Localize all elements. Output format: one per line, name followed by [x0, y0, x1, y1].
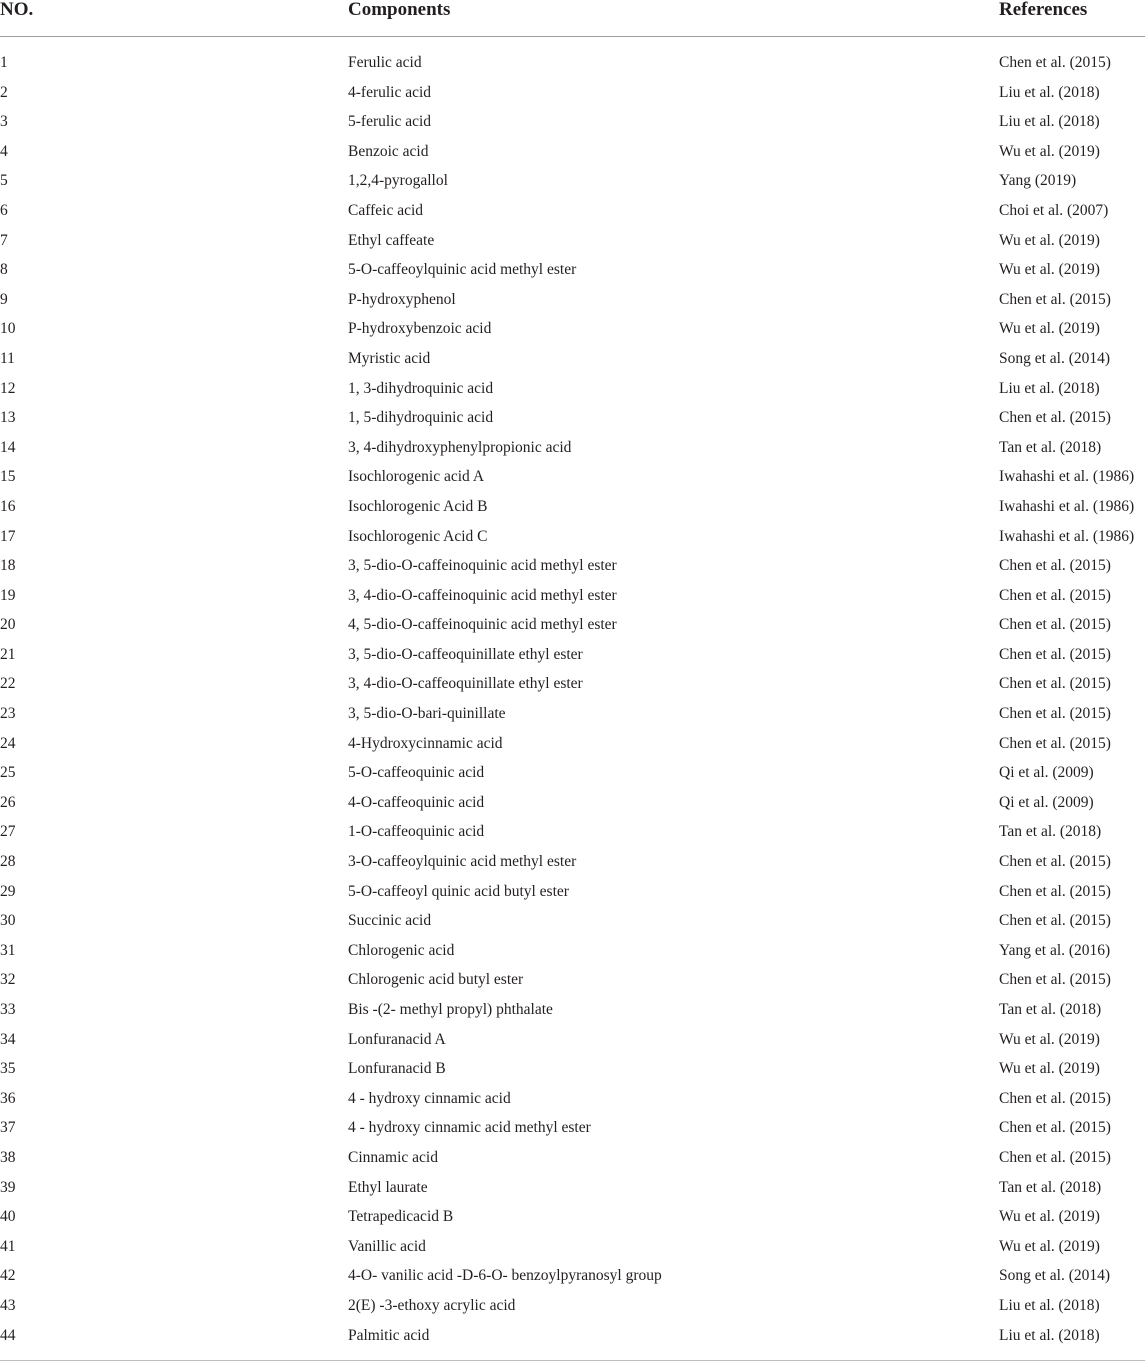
cell-reference: Yang et al. (2016) — [999, 941, 1111, 959]
cell-no: 9 — [0, 290, 8, 308]
cell-component: 3, 4-dio-O-caffeinoquinic acid methyl ester — [348, 586, 617, 604]
cell-no: 1 — [0, 54, 8, 71]
cell-no: 7 — [0, 231, 8, 249]
cell-reference: Chen et al. (2015) — [999, 586, 1111, 604]
table-row — [0, 878, 1145, 908]
table-row — [0, 730, 1145, 760]
cell-reference: Chen et al. (2015) — [999, 1089, 1111, 1107]
table-header — [0, 0, 1145, 37]
cell-reference: Wu et al. (2019) — [999, 1208, 1100, 1226]
table-row — [0, 1174, 1145, 1204]
table-row — [0, 996, 1145, 1026]
cell-no: 8 — [0, 261, 8, 279]
cell-reference: Qi et al. (2009) — [999, 764, 1094, 782]
cell-component: 4 - hydroxy cinnamic acid methyl ester — [348, 1119, 591, 1137]
table-row — [0, 286, 1145, 316]
cell-component: Ferulic acid — [348, 54, 422, 71]
cell-reference: Chen et al. (2015) — [999, 409, 1111, 427]
table-row — [0, 404, 1145, 434]
cell-no: 44 — [0, 1326, 16, 1344]
table-row — [0, 315, 1145, 345]
cell-no: 34 — [0, 1030, 16, 1048]
table-row — [0, 818, 1145, 848]
cell-component: Lonfuranacid A — [348, 1030, 446, 1048]
table-row — [0, 434, 1145, 464]
cell-no: 21 — [0, 645, 16, 663]
cell-reference: Chen et al. (2015) — [999, 971, 1111, 989]
cell-component: Isochlorogenic acid A — [348, 468, 485, 486]
table-row — [0, 552, 1145, 582]
cell-no: 5 — [0, 172, 8, 190]
table-row — [0, 611, 1145, 641]
cell-reference: Liu et al. (2018) — [999, 379, 1100, 397]
table-row — [0, 700, 1145, 730]
table-row — [0, 1322, 1145, 1352]
cell-no: 33 — [0, 1001, 16, 1018]
cell-component: 4 - hydroxy cinnamic acid — [348, 1089, 511, 1107]
table-row — [0, 907, 1145, 937]
table-row — [0, 463, 1145, 493]
cell-component: Succinic acid — [348, 912, 432, 930]
cell-reference: Choi et al. (2007) — [999, 201, 1109, 219]
table-row — [0, 937, 1145, 967]
cell-component: Lonfuranacid B — [348, 1060, 446, 1078]
table-row — [0, 256, 1145, 286]
cell-reference: Chen et al. (2015) — [999, 882, 1111, 900]
cell-reference: Chen et al. (2015) — [999, 616, 1111, 634]
cell-no: 37 — [0, 1119, 16, 1137]
table-row — [0, 1114, 1145, 1144]
cell-no: 11 — [0, 349, 15, 367]
table-row — [0, 1292, 1145, 1322]
cell-no: 14 — [0, 438, 16, 456]
cell-reference: Song et al. (2014) — [999, 349, 1111, 367]
table-row — [0, 108, 1145, 138]
cell-component: 3, 4-dihydroxyphenylpropionic acid — [348, 438, 572, 456]
cell-component: 1, 5-dihydroquinic acid — [348, 409, 494, 427]
cell-reference: Liu et al. (2018) — [999, 1296, 1100, 1314]
cell-reference: Chen et al. (2015) — [999, 645, 1111, 663]
cell-reference: Chen et al. (2015) — [999, 290, 1111, 308]
cell-no: 43 — [0, 1296, 16, 1314]
cell-reference: Song et al. (2014) — [999, 1267, 1111, 1285]
cell-reference: Iwahashi et al. (1986) — [999, 497, 1135, 515]
cell-no: 42 — [0, 1267, 16, 1285]
cell-component: 3, 5-dio-O-caffeoquinillate ethyl ester — [348, 645, 583, 663]
cell-no: 32 — [0, 971, 16, 989]
cell-component: 5-O-caffeoylquinic acid methyl ester — [348, 261, 577, 279]
cell-no: 20 — [0, 616, 16, 634]
table-row — [0, 1026, 1145, 1056]
cell-reference: Liu et al. (2018) — [999, 83, 1100, 101]
cell-no: 27 — [0, 823, 16, 841]
cell-component: 3, 4-dio-O-caffeoquinillate ethyl ester — [348, 675, 583, 693]
cell-component: Vanillic acid — [348, 1237, 426, 1255]
cell-no: 12 — [0, 379, 16, 397]
cell-no: 13 — [0, 409, 16, 427]
cell-no: 24 — [0, 734, 16, 752]
cell-reference: Chen et al. (2015) — [999, 1148, 1111, 1166]
cell-component: P-hydroxybenzoic acid — [348, 320, 492, 338]
table-row — [0, 345, 1145, 375]
cell-reference: Tan et al. (2018) — [999, 823, 1102, 841]
table-row — [0, 1203, 1145, 1233]
cell-component: 5-O-caffeoyl quinic acid butyl ester — [348, 882, 569, 900]
cell-component: 3, 5-dio-O-caffeinoquinic acid methyl ester — [348, 557, 617, 575]
cell-component: 4-ferulic acid — [348, 83, 432, 101]
cell-reference: Wu et al. (2019) — [999, 1237, 1100, 1255]
table-row — [0, 759, 1145, 789]
cell-component: Tetrapedicacid B — [348, 1208, 454, 1226]
table-row — [0, 523, 1145, 553]
table-row — [0, 1085, 1145, 1115]
cell-reference: Liu et al. (2018) — [999, 113, 1100, 131]
cell-reference: Iwahashi et al. (1986) — [999, 468, 1135, 486]
cell-component: Chlorogenic acid butyl ester — [348, 971, 524, 989]
cell-reference: Chen et al. (2015) — [999, 734, 1111, 752]
cell-no: 15 — [0, 468, 16, 486]
cell-reference: Chen et al. (2015) — [999, 675, 1111, 693]
cell-no: 19 — [0, 586, 16, 604]
cell-component: 4-Hydroxycinnamic acid — [348, 734, 503, 752]
table-row — [0, 966, 1145, 996]
cell-reference: Tan et al. (2018) — [999, 1001, 1102, 1018]
cell-reference: Chen et al. (2015) — [999, 557, 1111, 575]
cell-component: 4, 5-dio-O-caffeinoquinic acid methyl ester — [348, 616, 617, 634]
cell-reference: Wu et al. (2019) — [999, 261, 1100, 279]
cell-component: Isochlorogenic Acid C — [348, 527, 488, 545]
cell-reference: Qi et al. (2009) — [999, 793, 1094, 811]
cell-no: 25 — [0, 764, 16, 782]
cell-no: 10 — [0, 320, 16, 338]
cell-no: 4 — [0, 142, 8, 160]
cell-component: 1, 3-dihydroquinic acid — [348, 379, 494, 397]
cell-no: 28 — [0, 853, 16, 871]
table-row — [0, 789, 1145, 819]
cell-component: 5-ferulic acid — [348, 113, 432, 131]
cell-component: 4-O- vanilic acid -D-6-O- benzoylpyranosyl group — [348, 1267, 662, 1285]
table-row — [0, 1233, 1145, 1263]
table-body — [0, 49, 1145, 1351]
cell-no: 6 — [0, 201, 8, 219]
table-row — [0, 1262, 1145, 1292]
cell-no: 40 — [0, 1208, 16, 1226]
cell-reference: Chen et al. (2015) — [999, 54, 1111, 71]
table-row — [0, 670, 1145, 700]
header-references: References — [999, 0, 1088, 20]
cell-reference: Chen et al. (2015) — [999, 705, 1111, 723]
cell-component: Ethyl caffeate — [348, 231, 435, 249]
table-row — [0, 1055, 1145, 1085]
cell-reference: Tan et al. (2018) — [999, 1178, 1102, 1196]
cell-component: Cinnamic acid — [348, 1148, 438, 1166]
table-row — [0, 79, 1145, 109]
cell-component: Myristic acid — [348, 349, 431, 367]
cell-reference: Wu et al. (2019) — [999, 1030, 1100, 1048]
cell-no: 17 — [0, 527, 16, 545]
cell-reference: Tan et al. (2018) — [999, 438, 1102, 456]
table-row — [0, 641, 1145, 671]
cell-component: P-hydroxyphenol — [348, 290, 456, 308]
cell-component: 4-O-caffeoquinic acid — [348, 793, 485, 811]
cell-component: Benzoic acid — [348, 142, 429, 160]
header-no: NO. — [0, 0, 34, 20]
cell-component: 1-O-caffeoquinic acid — [348, 823, 485, 841]
cell-no: 39 — [0, 1178, 16, 1196]
cell-reference: Chen et al. (2015) — [999, 853, 1111, 871]
cell-reference: Chen et al. (2015) — [999, 1119, 1111, 1137]
cell-no: 16 — [0, 497, 16, 515]
cell-no: 31 — [0, 941, 16, 959]
cell-no: 3 — [0, 113, 8, 131]
cell-no: 18 — [0, 557, 16, 575]
table-row — [0, 493, 1145, 523]
table-row — [0, 1144, 1145, 1174]
cell-no: 22 — [0, 675, 16, 693]
cell-component: 1,2,4-pyrogallol — [348, 172, 448, 190]
table-row — [0, 49, 1145, 79]
table-row — [0, 375, 1145, 405]
cell-reference: Chen et al. (2015) — [999, 912, 1111, 930]
table-row — [0, 138, 1145, 168]
cell-no: 41 — [0, 1237, 16, 1255]
table-row — [0, 197, 1145, 227]
cell-component: 2(E) -3-ethoxy acrylic acid — [348, 1296, 516, 1314]
cell-reference: Yang (2019) — [999, 172, 1077, 190]
cell-component: 5-O-caffeoquinic acid — [348, 764, 485, 782]
header-components: Components — [348, 0, 451, 20]
cell-component: Palmitic acid — [348, 1326, 430, 1344]
table-row — [0, 227, 1145, 257]
cell-component: Ethyl laurate — [348, 1178, 428, 1196]
cell-component: Caffeic acid — [348, 201, 424, 219]
cell-reference: Wu et al. (2019) — [999, 231, 1100, 249]
table-row — [0, 848, 1145, 878]
cell-reference: Wu et al. (2019) — [999, 1060, 1100, 1078]
cell-no: 35 — [0, 1060, 16, 1078]
table-row — [0, 167, 1145, 197]
cell-reference: Wu et al. (2019) — [999, 320, 1100, 338]
cell-reference: Iwahashi et al. (1986) — [999, 527, 1135, 545]
cell-component: 3, 5-dio-O-bari-quinillate — [348, 705, 506, 723]
cell-no: 23 — [0, 705, 16, 723]
cell-component: Isochlorogenic Acid B — [348, 497, 488, 515]
cell-component: Chlorogenic acid — [348, 941, 455, 959]
cell-no: 36 — [0, 1089, 16, 1107]
table-row — [0, 582, 1145, 612]
cell-component: 3-O-caffeoylquinic acid methyl ester — [348, 853, 577, 871]
table-bottom-rule — [0, 1360, 1145, 1361]
cell-component: Bis -(2- methyl propyl) phthalate — [348, 1001, 553, 1018]
cell-no: 38 — [0, 1148, 16, 1166]
cell-no: 29 — [0, 882, 16, 900]
cell-reference: Liu et al. (2018) — [999, 1326, 1100, 1344]
cell-no: 2 — [0, 83, 8, 101]
cell-reference: Wu et al. (2019) — [999, 142, 1100, 160]
cell-no: 30 — [0, 912, 16, 930]
cell-no: 26 — [0, 793, 16, 811]
